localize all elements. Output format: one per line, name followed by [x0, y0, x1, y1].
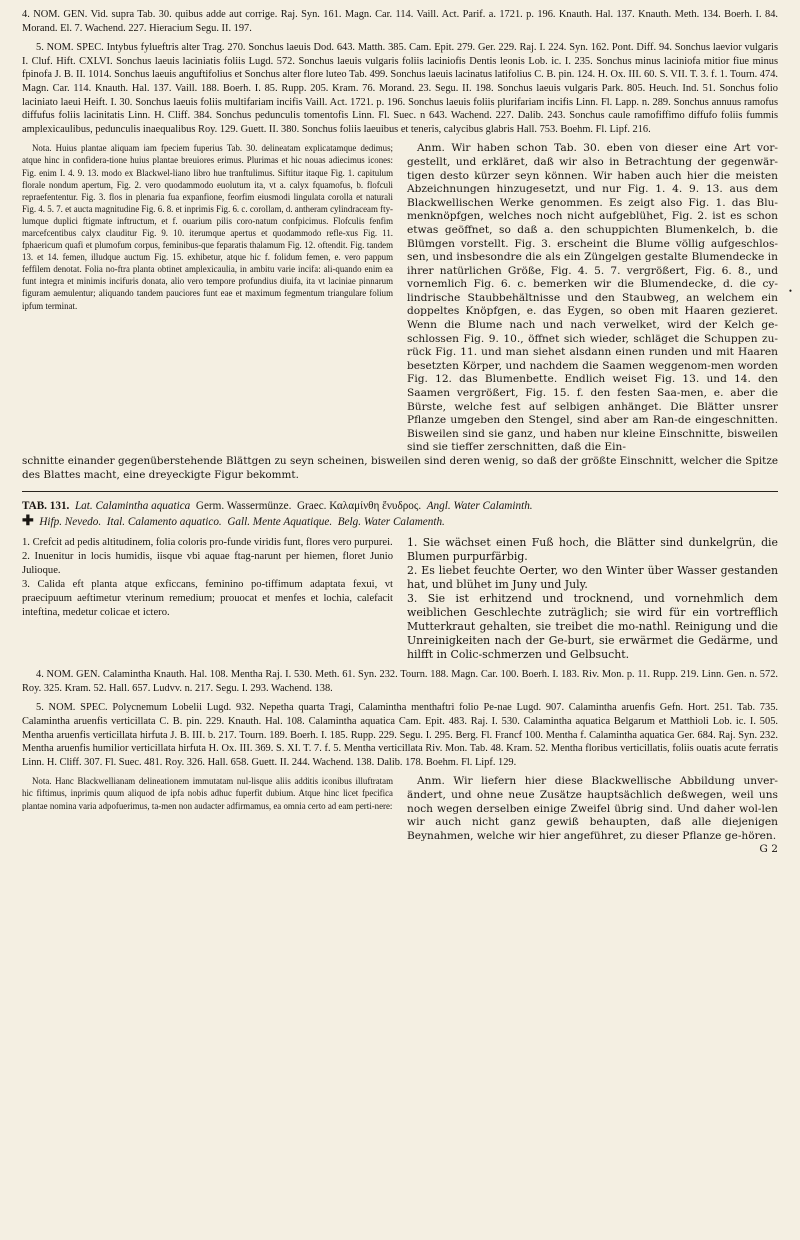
nota-german-continuation: schnitte einander gegenüberstehende Blättgen zu seyn scheinen, bisweilen sind deren wenig, so daß der größte Einschnitt, welcher die Spitze des Blattes macht, eine dreyeckigte Figur bekommt.: [22, 455, 778, 481]
nom-gen-paragraph-top: 4. NOM. GEN. Vid. supra Tab. 30. quibus adde aut corrige. Raj. Syn. 161. Magn. Car. 114. Vaill. Act. Parif. a. 1721. p. 196. Knauth. Hal. 137. Knauth. Meth. 134. Boerh. I. 84. Morand. El. 7. Wachend. 227. Hieracium Segu. II. 197.: [22, 9, 778, 34]
items-latin-column: [22, 536, 393, 620]
nota-german-text: Anm. Wir haben schon Tab. 30. eben von dieser eine Art vor-gestellt, und erkläret, daß wir also in Betrachtung der gegenwär-tigen desto kürzer seyn können. Wir haben auch hier die meisten Abzeichnungen hinzugesetzt, und nur Fig. 1. 4. 9. 13. aus dem Blackwellischen Werke genommen. Es zeigt also Fig. 1. das Blu-menknöpfgen, welches noch nicht aufgeblühet, Fig. 2. ist es schon etwas geöffnet, so daß a. den schuppichten Blumenkelch, b. die Blümgen vorstellt. Fig. 3. erscheint die Blume völlig aufgeschlos-sen, und insbesondre die als ein Züngelgen gestalte Blumendecke in ihrer natürlichen Größe, Fig. 4. 5. 7. vergrößert, Fig. 6. 8., und vornemlich Fig. 6. c. bemerken wir die Blumendecke, d. die cy-lindrische Staubbehältnisse und den Staubweg, an welchem ein doppeltes Knöpfgen, e. das Eygen, so oben mit Haaren gezieret. Wenn die Blume nach und nach verwelket, wird der Kelch ge-schlossen Fig. 9. 10., öffnet sich wieder, schläget die Schuppen zu-rück Fig. 11. und man siehet alsdann einen runden und mit Haaren besetzten Körper, und nachdem die Saamen weggenom-men worden Fig. 12. das Blumenbette. Endlich weiset Fig. 13. und 14. den Saamen vergrößert, Fig. 15. f. den festen Saa-men, e. aber die Bürste, welche fest auf selbigen anhänget. Die Blätter unsrer Pflanze umgeben den Stengel, sind aber am Ran-de eingeschnitten. Bisweilen sind sie ganz, und haben nur kleine Einschnitte, bisweilen sind sie tieffer zerschnitten, daß die Ein-: [407, 142, 778, 454]
tab-angl-name: Angl. Water Calaminth.: [426, 500, 533, 513]
nom-gen-paragraph-bottom: 4. NOM. GEN. Calamintha Knauth. Hal. 108. Mentha Raj. I. 530. Meth. 61. Syn. 232. Tourn. 188. Magn. Car. 100. Boerh. I. 183. Riv. Mon. p. 11. Rupp. 219. Linn. Gen. n. 572. Roy. 325. Kram. 52. Hall. 657. Ludvv. n. 217. Segu. I. 293. Wachend. 138.: [22, 669, 778, 694]
tab-lat-name: Lat. Calamintha aquatica: [74, 500, 191, 513]
item-latin-3: 3. Calida eft planta atque exficcans, feminino po-tiffimum adaptata fexui, vt praecipuum aeftimetur vterinum remedium; prouocat et menfes et lochia, calefacit inteftina, medetur colicae et ictero.: [22, 579, 393, 619]
nom-spec-paragraph-bottom: 5. NOM. SPEC. Polycnemum Lobelii Lugd. 932. Nepetha quarta Tragi, Calamintha menthaftri folio Pe-nae Lugd. 907. Calamintha aruenfis Gefn. Hort. 251. Tab. 735. Calamintha aruenfis verticillata C. B. pin. 229. Knauth. Hal. 108. Calamintha aquatica Cam. Epit. 483. Raj. I. 530. Calamintha aquatica Belgarum et Matthioli Lob. ic. I. 505. Mentha aruenfis verticillata hirfuta J. B. III. b. 217. Tourn. 189. Boerh. I. 185. Rupp. 229. Segu. I. 295. Berg. Fl. Francf 100. Mentha f. Calamintha aquatica Ger. 684. Raj. Syn. 232. Mentha aruenfis humilior verticillata hirfuta H. Ox. III. 369. S. XI. T. 7. f. 5. Mentha verticillata Riv. Mon. Tab. 48. Kram. 52. Mentha floribus verticillatis, foliis ouatis acute ferratis Linn. H. Cliff. 307. Fl. Suec. 481. Roy. 326. Hall. 658. Guett. II. 244. Wachend. 138. Dalib. 178. Boehm. Fl. Lipf. 129.: [22, 702, 778, 768]
tab-header: [22, 499, 778, 530]
tab-graec-name: Graec. Καλαμίνθη ἔνυδρος.: [296, 500, 422, 513]
item-german-3: 3. Sie ist erhitzend und trocknend, und vornehmlich dem weiblichen Geschlechte zuträglich; sie wird für ein vortrefflich Mutterkraut gehalten, sie treibet die mo-nathl. Reinigung und die Unreinigkeiten nach der Ge-burt, sie erwärmet die Gedärme, und hilfft in Colic-schmerzen und Gelbsucht.: [407, 592, 778, 662]
cross-icon: ✚: [22, 514, 34, 530]
item-latin-2: 2. Inuenitur in locis humidis, iisque vbi aquae ftag-narunt per hiemen, floret Junio Julioque.: [22, 551, 393, 577]
nom-spec-paragraph-top: 5. NOM. SPEC. Intybus fylueftris alter Trag. 270. Sonchus laeuis Dod. 643. Matth. 385. Cam. Epit. 279. Ger. 229. Raj. I. 224. Syn. 162. Pont. Diff. 94. Sonchus laevior vulgaris I. Cluf. Hift. CXLVI. Sonchus laeuis laciniatis foliis Lugd. 572. Sonchus laeuis vulgaris foliis laciniofis Dentis leonis Lob. ic. I. 235. Sonchus minus laciniofa mitior fiue minus fpinofa J. B. II. 1014. Sonchus laeuis anguftifolius et Sonchus alter flore luteo Tab. 499. Sonchus laeuis lacinatus latifolius C. B. pin. 124. H. Ox. III. 60. S. VII. T. 3. f. 1. Tourn. 474. Magn. Car. 114. Knauth. Hal. 137. Vaill. 188. Boerh. I. 85. Rupp. 205. Kram. 76. Morand. 23. Segu. II. 198. Sonchus laeuis vulgaris Park. 805. Heuch. Ind. 51. Sonchus folio laciniato laeui Heift. I. 30. Sonchus laeuis foliis multifariam incifis Vaill. Act. 1721. p. 196. Sonchus laeuis foliis plurifariam incifis Linn. Fl. Lapp. n. 289. Sonchus annuus ramofus diffufus foliis lacinitatis Linn. H. Cliff. 384. Sonchus pedunculis tomentofis Linn. Fl. Suec. n 643. Wachend. 227. Dalib. 243. Sonchus caule ramofiffimo diffufo foliis fummis amplexicaulibus, pedunculis inaequalibus Roy. 129. Guett. II. 380. Sonchus foliis laeuibus et teneris, calycibus glabris Hall. 753. Boehm. Fl. Lipf. 216.: [22, 42, 778, 135]
tab-ital-name: Ital. Calamento aquatico.: [106, 516, 222, 529]
nota-german-column: [407, 142, 778, 455]
tab-hisp-name: Hifp. Nevedo.: [39, 516, 102, 529]
tab-number: TAB. 131.: [22, 500, 70, 513]
tab-header-line-2: [22, 514, 778, 530]
nota2-latin-text: Nota. Hanc Blackwellianam delineationem immutatam nul-lisque aliis additis iconibus illuftratam hic fiftimus, inprimis quum aliquod de ipfa nobis adhuc fuperfit dubium. Atque hinc licet fpecifica plantae nomina varia adpofuerimus, ta-men non audacter adfirmamus, ea omnia certo ad eam perti-nere:: [22, 776, 393, 811]
items-section: [22, 536, 778, 662]
item-german-2: 2. Es liebet feuchte Oerter, wo den Winter über Wasser gestanden hat, und blühet im Juny und July.: [407, 564, 778, 592]
tab-gall-name: Gall. Mente Aquatique.: [227, 516, 333, 529]
nota-latin-column: [22, 142, 393, 311]
section-divider: [22, 491, 778, 492]
tab-belg-name: Belg. Water Calamenth.: [337, 516, 445, 529]
nota-latin-text: Nota. Huius plantae aliquam iam fpeciem fuperius Tab. 30. delineatam explicatamque dedimus; atque hinc in confidera-tione huius plantae breuiores erimus. Plurimas et hic nouas adiecimus icones: Fig. enim I. 4. 9. 13. modo ex Blackwel-liano libro hue tranftulimus. Siftitur itaque Fig. 1. capitulum florale nondum apertum, Fig. 2. vero quodammodo euolutum ita, vt a. calyx fquamofus, b. flofculi repraefententur. Fig. 3. flos in plenaria fua expanfione, feorfim eiusmodi lingulata corolla et naturali Fig. 4. 5. 7. et aucta magnitudine Fig. 6. 8. et inprimis Fig. 6. c. corollam, d. antheram cylindraceam fty-lumque duplici ftigmate inftructum, et f. ouarium pilis coro-natum confpicimus. Flofculis fenfim marcefcentibus calyx clauditur Fig. 9. 10. iterumque apertus et quodammodo refle-xus Fig. 11. fphaericum quafi et plumofum corpus, feminibus-que feparatis thalamum Fig. 12. oftendit. Fig. tandem 13. et 14. femen, illudque auctum Fig. 15. exhibetur, atque hic f. folidum femen, e. vero pappum feffilem denotat. Folia no-ftra planta obtinet amplexicaulia, in ambitu varie incifa: ali-quando enim ea funt integra et minimis incifuris donata, alio vero tempore profundius diuifa, ita vt laciniae pinnarum figuram aemulentur; aliquando tandem pauciores funt eae et maximum fegmentum triangulare folium ipfum terminat.: [22, 143, 393, 311]
tab-header-line-1: [22, 499, 778, 514]
bullet-mark: •: [788, 286, 792, 296]
nota2-german-text: Anm. Wir liefern hier diese Blackwellische Abbildung unver-ändert, und ohne neue Zusätze hauptsächlich deßwegen, weil uns noch wegen derselben einige Zweifel übrig sind. Und daher wol-len wir auch nicht ganz gewiß behaupten, daß alle diejenigen Beynahmen, welche wir hier angeführet, zu dieser Pflanze ge-hören.: [407, 775, 778, 842]
item-latin-1: 1. Crefcit ad pedis altitudinem, folia coloris pro-funde viridis funt, flores vero purpurei.: [22, 537, 393, 549]
items-german-column: [407, 536, 778, 662]
nota-section-2: [22, 775, 778, 855]
item-german-1: 1. Sie wächset einen Fuß hoch, die Blätter sind dunkelgrün, die Blumen purpurfärbig.: [407, 536, 778, 564]
nota2-german-column: [407, 775, 778, 855]
nota2-latin-column: [22, 775, 393, 811]
nota-section-1: [22, 142, 778, 455]
signature-mark: G 2: [759, 843, 778, 856]
tab-germ-name: Germ. Wassermünze.: [195, 500, 292, 513]
